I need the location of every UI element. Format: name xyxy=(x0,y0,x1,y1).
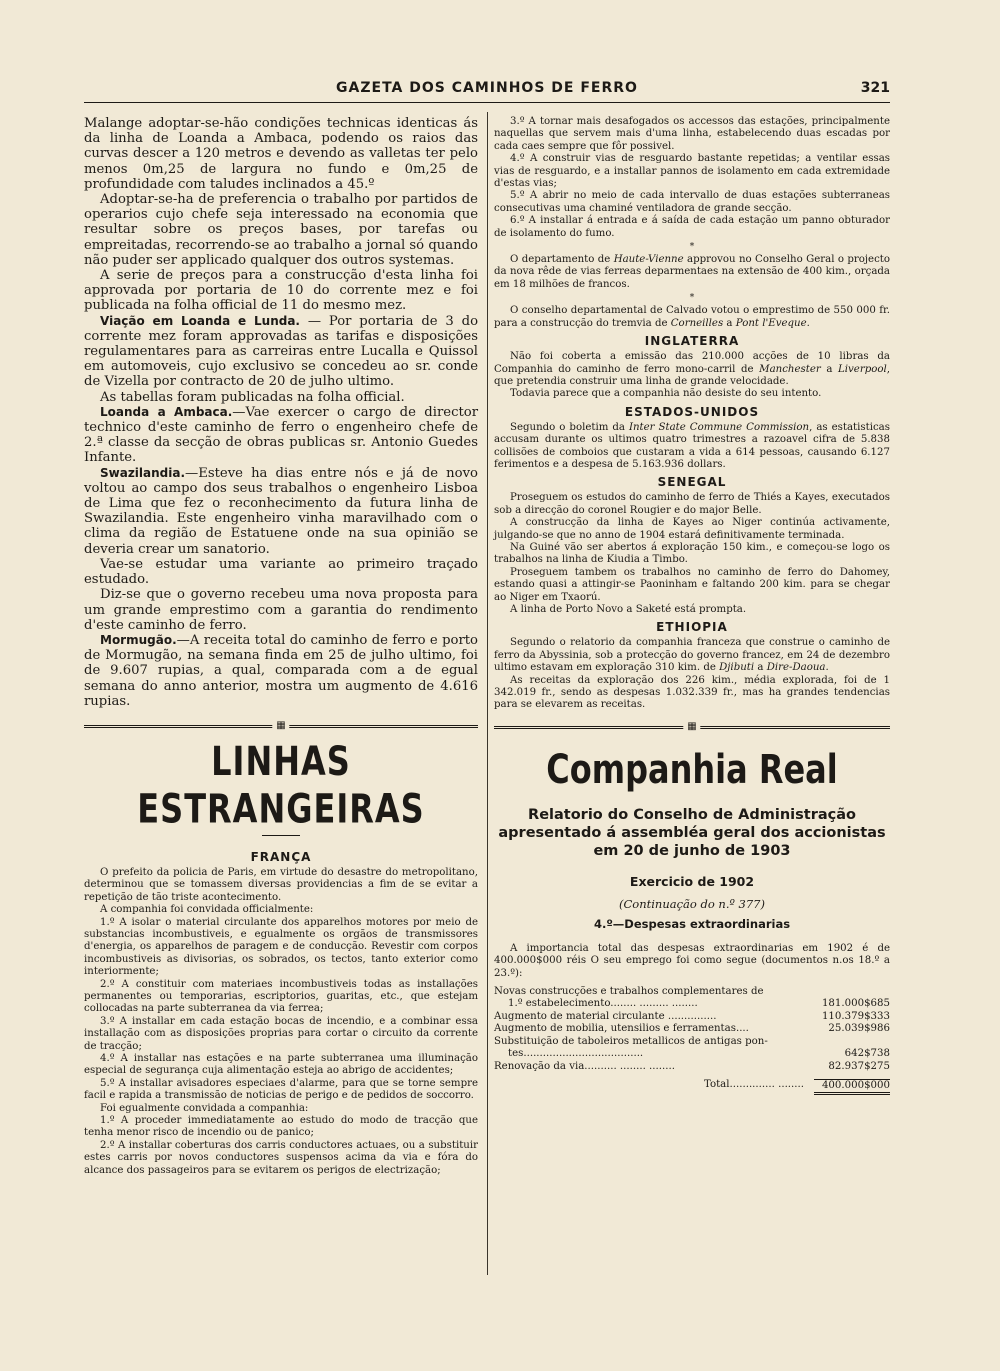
france-paragraph: A companhia foi convidada officialmente: xyxy=(100,904,314,916)
news-heading: Swazilandia. xyxy=(100,465,186,480)
senegal-paragraph: A construcção da linha de Kayes ao Niger continúa activamente, julgando-se que no anno de 1904 estará definitivamente terminada. xyxy=(494,517,890,541)
section-ornament: ▦ xyxy=(494,720,890,734)
senegal-paragraph: Na Guiné vão ser abertos á exploração 150 kim., e começou-se logo os trabalhos na linha de Kiudia a Timbo. xyxy=(494,541,890,566)
continuation-note: (Continuação do n.º 377) xyxy=(619,896,765,911)
ledger-row: Novas construcções e trabalhos complementares de xyxy=(494,986,764,998)
right-column xyxy=(494,116,890,1095)
france-paragraph: 6.º A installar á entrada e á saída de cada estação um panno obturador de isolamento do fumo. xyxy=(494,215,890,239)
page-number: 321 xyxy=(860,80,890,96)
ledger-row: Augmento de material circulante ............... 110.379$333 xyxy=(494,1010,890,1022)
ledger-total-row: Total.............. ........ 400.000$000 xyxy=(494,1079,890,1095)
subsection-heading: 4.º—Despesas extraordinarias xyxy=(593,916,791,931)
separator-star: * xyxy=(689,242,695,253)
news-paragraph: Diz-se que o governo recebeu uma nova proposta para um grande emprestimo com a garantia do rendimento d'este caminho de ferro. xyxy=(84,587,478,633)
ledger-row: Substituição de taboleiros metallicos de antigas pon- xyxy=(494,1035,768,1047)
france-paragraph: 2.º A constituir com materiaes incombustiveis todas as installações permanentes ou temporarias, escriptorios, guaritas, etc., que estejam collocadas na parte subterranea da via ferrea; xyxy=(84,978,478,1015)
england-paragraph: Não foi coberta a emissão das 210.000 acções de 10 libras da Companhia do caminho de ferro mono-carril de Manchester a Liverpool, que pretendia construir uma linha de grande velocidade. xyxy=(494,351,890,387)
country-heading-ethiopia: ETHIOPIA xyxy=(656,620,728,635)
news-heading: Loanda a Ambaca. xyxy=(100,404,233,419)
report-title: Relatorio do Conselho de Administração apresentado á assembléa geral dos accionistas em 20 de junho de 1903 xyxy=(498,806,886,859)
separator-star: * xyxy=(689,293,695,304)
senegal-paragraph: A linha de Porto Novo a Saketé está prompta. xyxy=(510,604,747,615)
france-paragraph: O prefeito da policia de Paris, em virtude do desastre do metropolitano, determinou que se tomassem diversas providencias a fim de se evitar a repetição de tão triste acontecimento. xyxy=(84,866,478,903)
expenses-table xyxy=(494,986,890,1095)
ledger-row: Renovação da via.......... ........ ........ 82.937$275 xyxy=(494,1060,890,1072)
france-news xyxy=(84,867,478,1177)
usa-paragraph: Segundo o boletim da Inter State Commune Commission, as estatisticas accusam durante os ultimos quatro trimestres a razoavel cifra de 5.838 collisões de comboios que custaram a vida a 614 pessoas, causando 6.127 ferimentos e a despesa de 5.163.936 dollars. xyxy=(494,421,890,470)
country-heading-senegal: SENEGAL xyxy=(657,475,727,490)
france-paragraph: 1.º A proceder immediatamente ao estudo do modo de tracção que tenha menor risco de incendio ou de panico; xyxy=(84,1115,478,1139)
news-paragraph: A serie de preços para a construcção d'esta linha foi approvada por portaria de 10 do corrente mez e foi publicada na folha official de 11 do mesmo mez. xyxy=(84,268,478,314)
ethiopia-paragraph: As receitas da exploração dos 226 kim., média explorada, foi de 1 342.019 fr., sendo as despesas 1.032.339 fr., mas ha grandes tendencias para se elevarem as receitas. xyxy=(494,674,890,711)
france-paragraph: 2.º A installar coberturas dos carris conductores actuaes, ou a substituir estes carris por novos conductores suspensos acima da via e fóra do alcance dos passageiros para se evitarem os perigos de electrização; xyxy=(84,1139,478,1176)
section-title: LINHAS ESTRANGEIRAS xyxy=(137,737,425,833)
ledger-row: tes..................................... 642$738 xyxy=(508,1048,890,1060)
ethiopia-paragraph: Segundo o relatorio da companhia franceza que construe o caminho de ferro da Abyssinia, sob a protecção do governo francez, em 24 de dezembro ultimo estavam em exploração 310 kim. de Djibuti a Dire-Daoua. xyxy=(494,637,890,674)
country-heading-england: INGLATERRA xyxy=(644,334,740,349)
ledger-total: 400.000$000 xyxy=(814,1079,890,1095)
country-heading-usa: ESTADOS-UNIDOS xyxy=(624,404,760,419)
exercise-heading: Exercicio de 1902 xyxy=(629,873,755,889)
senegal-paragraph: Proseguem os estudos do caminho de ferro de Thiés a Kayes, executados sob a direcção do coronel Rougier e do major Belle. xyxy=(494,492,890,516)
france-paragraph: 5.º A abrir no meio de cada intervallo de duas estações subterraneas consecutivas uma chaminé ventiladora de grande secção. xyxy=(494,190,890,214)
news-paragraph: Vae-se estudar uma variante ao primeiro traçado estudado. xyxy=(84,556,478,588)
news-item-swazilandia: Swazilandia.—Esteve ha dias entre nós e já de novo voltou ao campo dos seus trabalhos o engenheiro Lisboa de Lima que fez o reconhecimento da futura linha de Swazilandia. Este engenheiro vinha maravilhado com o clima da região de Estatuene onde na sua opinião se deveria crear um sanatorio. xyxy=(84,465,478,557)
news-paragraph: Malange adoptar-se-hão condições technicas identicas ás da linha de Loanda a Ambaca, podendo os raios das curvas descer a 120 metros e devendo as valletas ter pelo menos 0m,25 de largura no fundo e 0m,25 de profundidade com taludes inclinados a 45.º xyxy=(84,116,478,192)
france-paragraph: Foi egualmente convidada a companhia: xyxy=(100,1102,309,1114)
ledger-row: 1.º estabelecimento........ ......... ........ 181.000$685 xyxy=(508,998,890,1010)
intro-paragraph: A importancia total das despesas extraordinarias em 1902 é de 400.000$000 réis O seu emprego foi como segue (documentos n.os 18.º a 23.º): xyxy=(494,942,890,979)
france-paragraph: 3.º A installar em cada estação bocas de incendio, e a combinar essa installação com as disposições proprias para cortar o circuito da corrente de tracção; xyxy=(84,1015,478,1052)
news-item-loanda-ambaca: Loanda a Ambaca.—Vae exercer o cargo de director technico d'este caminho de ferro o engenheiro chefe de 2.ª classe da secção de obras publicas sr. Antonio Guedes Infante. xyxy=(84,404,478,466)
england-paragraph: Todavia parece que a companhia não desiste do seu intento. xyxy=(510,388,822,400)
running-head xyxy=(84,78,890,103)
company-title: Companhia Real xyxy=(546,745,838,793)
haute-vienne-paragraph: O departamento de Haute-Vienne approvou no Conselho Geral o projecto da nova rêde de vias ferreas deparmentaes na extensão de 400 kim., orçada em 18 milhões de francos. xyxy=(494,254,890,290)
france-paragraph: 4.º A installar nas estações e na parte subterranea uma illuminação especial de segurança cuja alimentação esteja ao abrigo de accidentes; xyxy=(84,1053,478,1077)
section-ornament: ▦ xyxy=(84,719,478,733)
france-news-continued xyxy=(494,116,890,712)
news-paragraph: As tabellas foram publicadas na folha official. xyxy=(100,389,405,405)
column-rule xyxy=(487,112,488,1275)
ledger-row: Augmento de mobilia, utensilios e ferramentas.... 25.039$986 xyxy=(494,1023,890,1035)
newspaper-title: GAZETA DOS CAMINHOS DE FERRO xyxy=(336,80,638,96)
france-paragraph: 1.º A isolar o material circulante dos apparelhos motores por meio de substancias incombustiveis, e egualmente os orgãos de transmissores d'energia, os apparelhos de paragem e de conducção. Revestir com corpos incombustiveis as divisorias, os sobrados, os tectos, tanto exterior como interiormente; xyxy=(84,916,478,978)
france-paragraph: 5.º A installar avisadores especiaes d'alarme, para que se torne sempre facil e rapida a transmissão de noticias de perigo e de pedidos de soccorro. xyxy=(84,1077,478,1102)
country-heading-france: FRANÇA xyxy=(250,849,312,864)
expenses-intro xyxy=(494,943,890,980)
france-paragraph: 3.º A tornar mais desafogados os accessos das estações, principalmente naquellas que servem mais d'uma linha, estabelecendo duas escadas por cada caes sempre que fôr possivel. xyxy=(494,116,890,152)
left-column xyxy=(84,116,478,1177)
news-heading: Viação em Loanda e Lunda. xyxy=(100,313,300,328)
news-heading: Mormugão. xyxy=(100,632,177,647)
senegal-paragraph: Proseguem tambem os trabalhos no caminho de ferro do Dahomey, estando quasi a attingir-se Paoninham e faltando 200 kim. para se chegar ao Niger em Txaorú. xyxy=(494,566,890,603)
calvado-paragraph: O conselho departamental de Calvado votou o emprestimo de 550 000 fr. para a construcção do tremvia de Corneilles a Pont l'Eveque. xyxy=(494,305,890,329)
colonial-news xyxy=(84,116,478,709)
france-paragraph: 4.º A construir vias de resguardo bastante repetidas; a ventilar essas vias de resguardo, e a installar pannos de isolamento em cada extremidade d'estas vias; xyxy=(494,153,890,190)
news-item-viacao: Viação em Loanda e Lunda. — Por portaria de 3 do corrente mez foram approvadas as tarifas e disposições regulamentares para as carreiras entre Lucalla e Quissol em automoveis, cujo exclusivo se concedeu ao sr. conde de Vizella por contracto de 20 de julho ultimo. xyxy=(84,313,479,390)
news-item-mormugao: Mormugão.—A receita total do caminho de ferro e porto de Mormugão, na semana finda em 25 de julho ultimo, foi de 9.607 rupias, a qual, comparada com a de egual semana do anno anterior, mostra um augmento de 4.616 rupias. xyxy=(84,632,478,709)
short-rule xyxy=(262,835,300,836)
news-paragraph: Adoptar-se-ha de preferencia o trabalho por partidos de operarios cujo chefe seja interessado na economia que resultar sobre os preços bases, por tarefas ou empreitadas, recorrendo-se ao trabalho a jornal só quando não puder ser applicado qualquer dos outros systemas. xyxy=(84,192,478,268)
